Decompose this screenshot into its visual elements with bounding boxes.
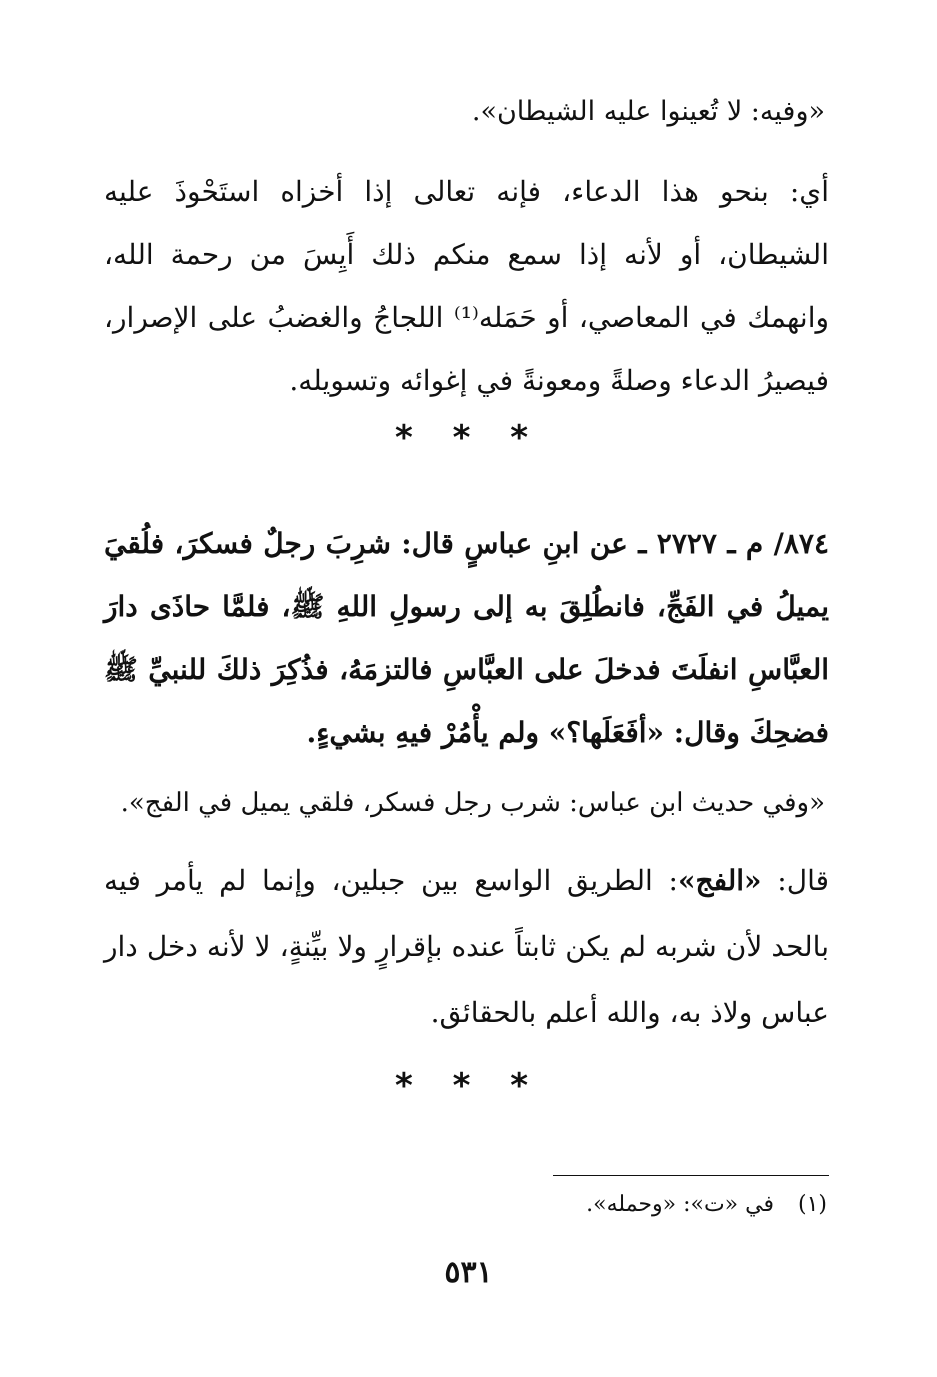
quote-line-2: «وفي حديث ابن عباس: شرب رجل فسكر، فلقي يميل في الفج». <box>120 788 825 818</box>
commentary-text: : الطريق الواسع بين جبلين، وإنما لم يأمر فيه بالحد لأن شربه لم يكن ثابتاً عنده بإقرارٍ ولا بيِّنةٍ، لا لأنه دخل دار عباس ولاذ به، والله أعلم بالحقائق. <box>104 864 829 1029</box>
footnote-rule <box>553 1175 829 1176</box>
footnote <box>586 1192 827 1217</box>
commentary-paragraph-2 <box>104 848 829 1046</box>
page-number: ٥٣١ <box>444 1255 493 1290</box>
hadith-paragraph: ٨٧٤/ م ـ ٢٧٢٧ ـ عن ابنِ عباسٍ قال: شرِبَ رجلٌ فسكرَ، فلُقيَ يميلُ في الفَجِّ، فانطُلِقَ به إلى رسولِ اللهِ ﷺ، فلمَّا حاذَى دارَ العبَّاسِ انفلَتَ فدخلَ على العبَّاسِ فالتزمَهُ، فذُكِرَ ذلكَ للنبيِّ ﷺ فضحِكَ وقال: «أفَعَلَها؟» ولم يأْمُرْ فيهِ بشيءٍ. <box>104 527 829 749</box>
footnote-text: في «ت»: «وحمله». <box>586 1192 774 1217</box>
section-separator-2: * * * <box>394 1066 542 1106</box>
commentary-paragraph-1: أي: بنحو هذا الدعاء، فإنه تعالى إذا أخزاه استَحْوذَ عليه الشيطان، أو لأنه إذا سمع منكم ذلك أَيِسَ من رحمة الله، وانهمك في المعاصي، أو حَمَله⁽¹⁾ اللجاجُ والغضبُ على الإصرار، فيصيرُ الدعاء وصلةً ومعونةً في إغوائه وتسويله. <box>104 175 829 397</box>
commentary-term: «الفج» <box>678 864 762 897</box>
section-separator-1: * * * <box>394 418 542 458</box>
quote-line-1: «وفيه: لا تُعينوا عليه الشيطان». <box>471 96 825 127</box>
commentary-label: قال: <box>777 864 829 897</box>
footnote-number: (١) <box>797 1192 827 1217</box>
